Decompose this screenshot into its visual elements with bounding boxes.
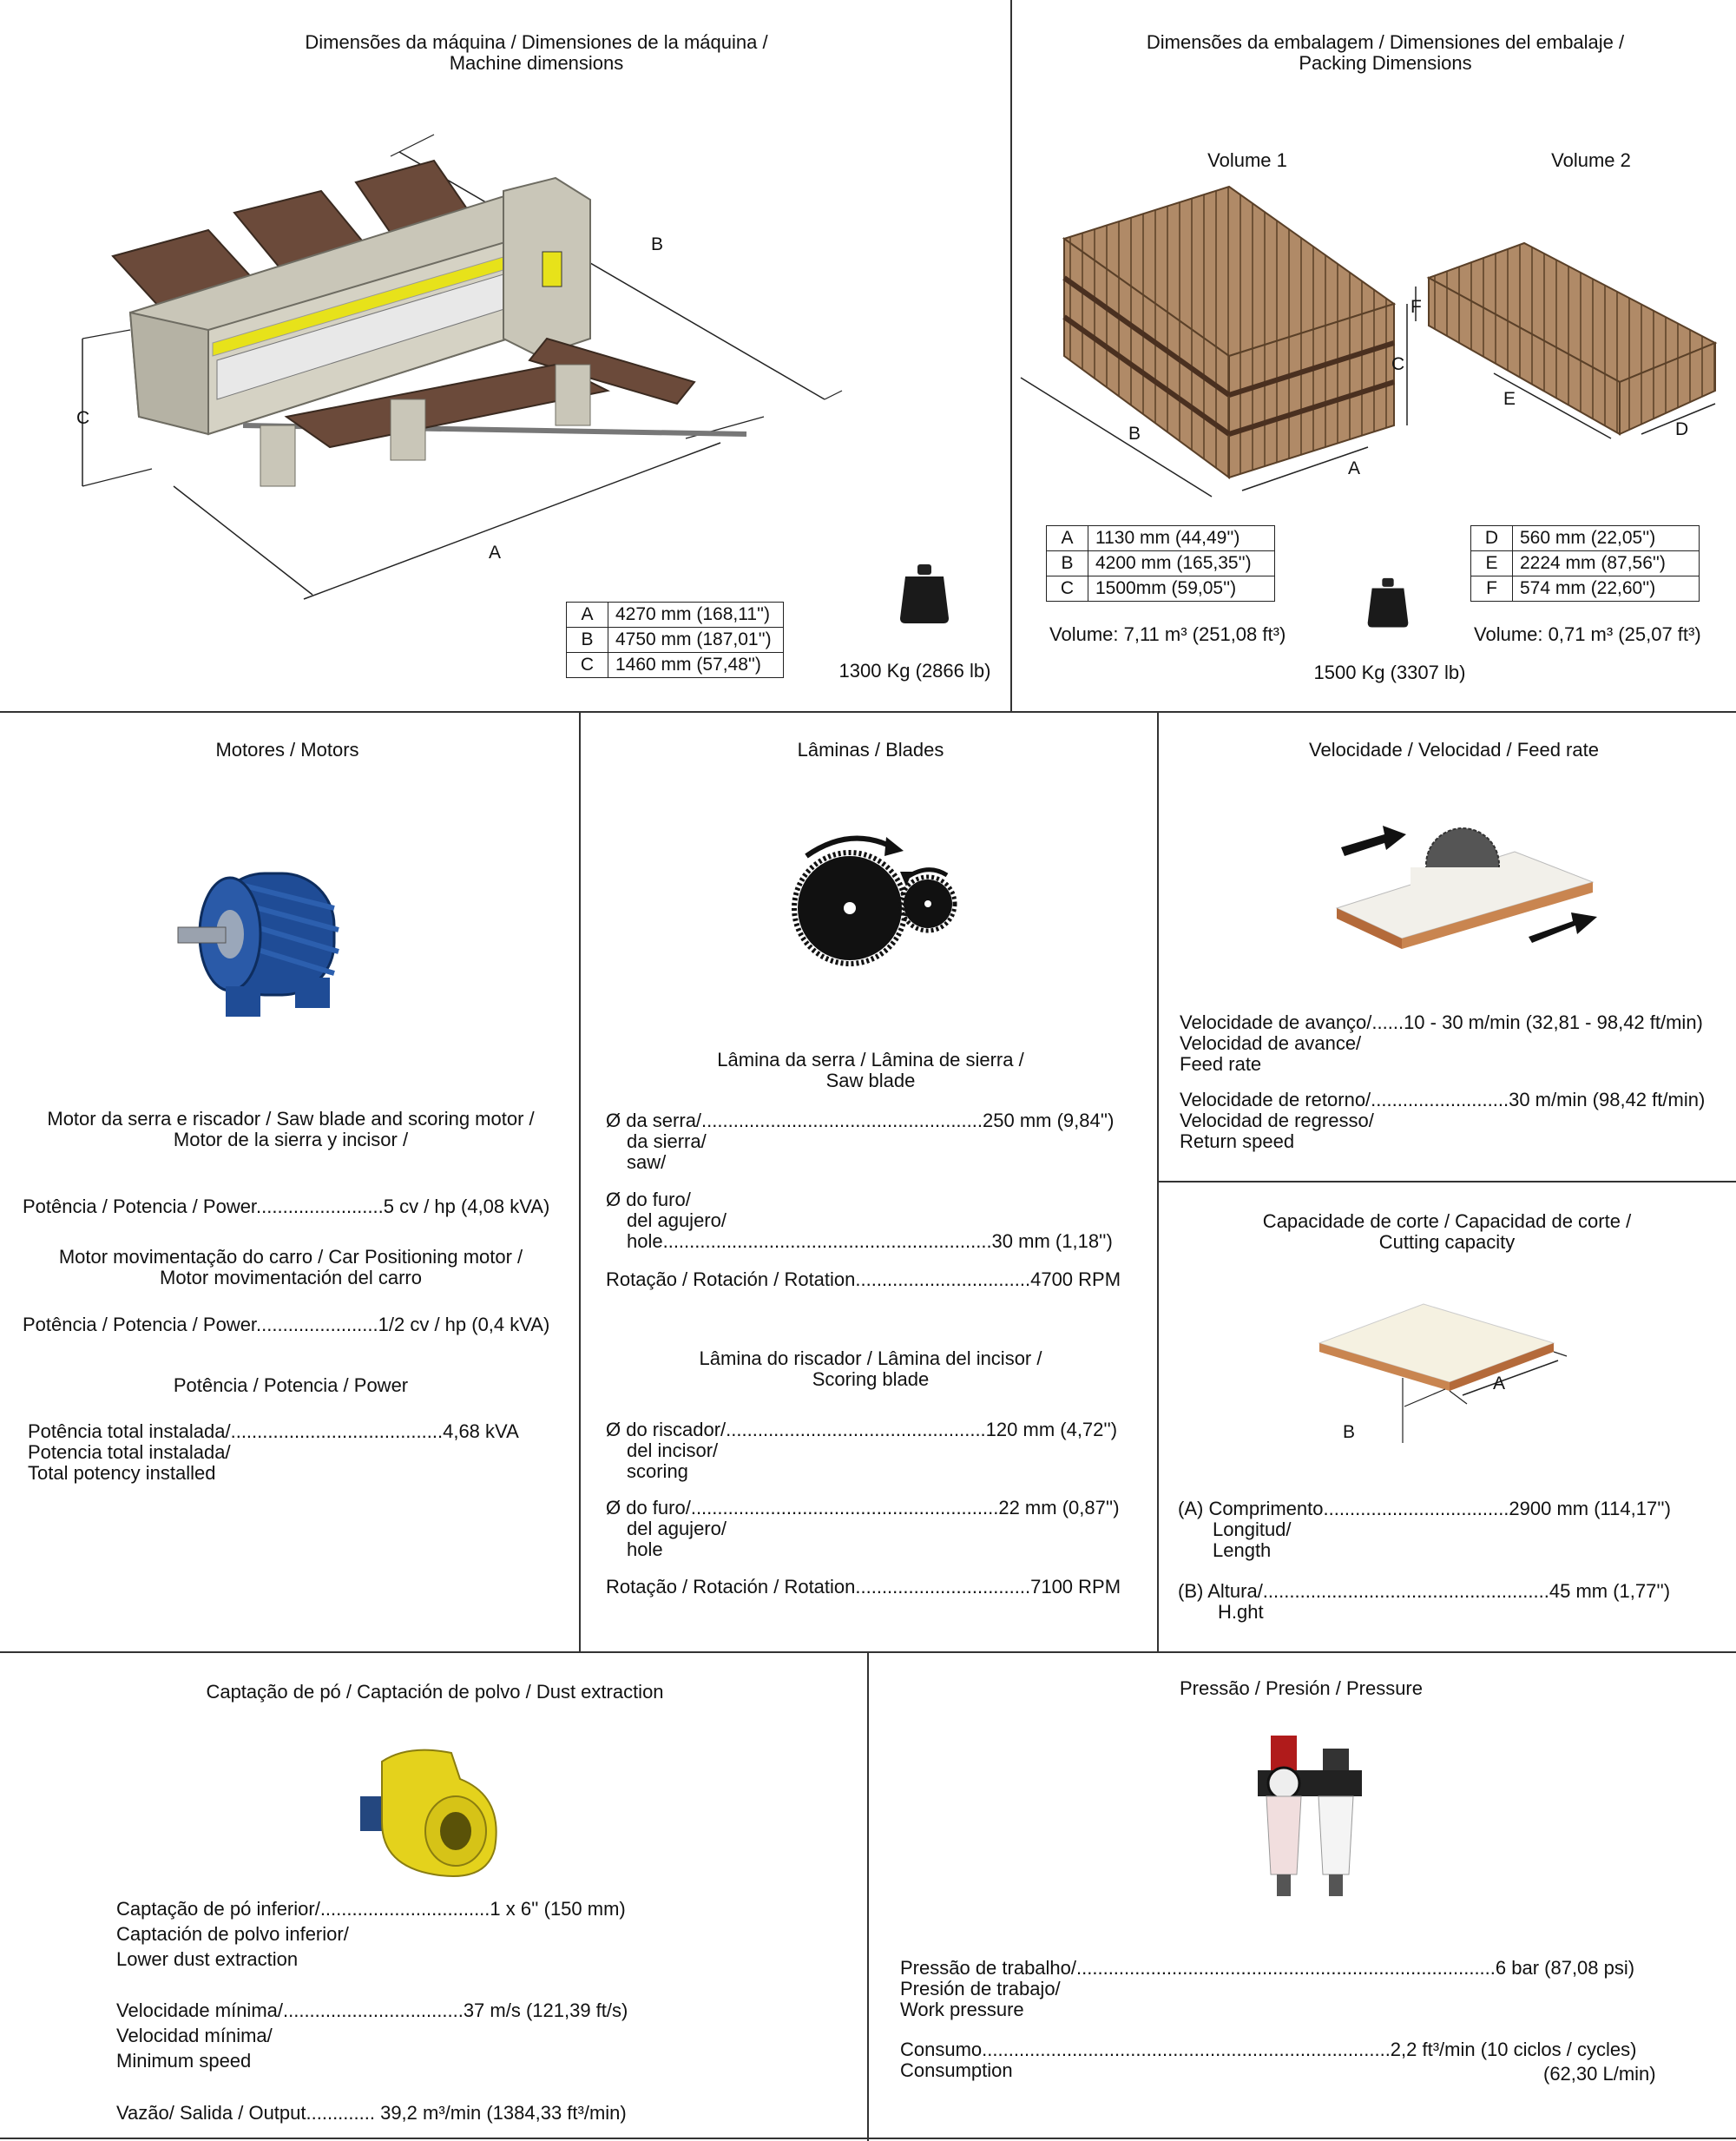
machine-dimensions-panel	[0, 0, 1010, 712]
work-pressure-line3: Work pressure	[900, 1999, 1024, 2020]
table-row: D 560 mm (22,05'')	[1471, 526, 1700, 551]
work-pressure-line2: Presión de trabajo/	[900, 1978, 1061, 1999]
crate1-label-a: A	[1348, 458, 1361, 478]
volume2-text: Volume: 0,71 m³ (25,07 ft³)	[1474, 623, 1701, 645]
weight-icon	[1366, 575, 1410, 632]
motors-title: Motores / Motors	[215, 739, 359, 761]
scoring-blade-title-line1: Lâmina do riscador / Lâmina del incisor /	[699, 1347, 1042, 1369]
speed-title: Velocidade / Velocidad / Feed rate	[1309, 739, 1599, 761]
return-speed-line1: Velocidade de retorno/..........................30 m/min (98,42 ft/min)	[1180, 1089, 1706, 1110]
consumption-line3: (62,30 L/min)	[1543, 2063, 1656, 2085]
saw-rotation: Rotação / Rotación / Rotation.................................4700 RPM	[606, 1268, 1121, 1290]
crate-volume2	[1411, 226, 1724, 417]
machine-label-a: A	[489, 543, 502, 563]
scoring-diameter-line1: Ø do riscador/.................................................120 mm (4,72'')	[606, 1419, 1118, 1440]
crate2-label-d: D	[1675, 419, 1689, 439]
cutting-length-line1: (A) Comprimento...................................2900 mm (114,17'')	[1178, 1498, 1671, 1519]
saw-blade-title-line2: Saw blade	[825, 1070, 916, 1091]
table-row: B 4200 mm (165,35'')	[1047, 551, 1275, 576]
dust-title: Captação de pó / Captación de polvo / Dust extraction	[206, 1681, 664, 1703]
work-pressure-line1: Pressão de trabalho/...............................................................................6 bar (87,08 psi)	[900, 1957, 1635, 1979]
packing-title-line2: Packing Dimensions	[1299, 52, 1472, 74]
crate2-label-e: E	[1503, 389, 1516, 409]
total-power-line3: Total potency installed	[28, 1462, 216, 1484]
dust-lower-line3: Lower dust extraction	[116, 1948, 299, 1970]
machine-dimensions-table	[566, 602, 784, 678]
machine-label-b: B	[651, 234, 664, 254]
motors-panel	[0, 713, 579, 1651]
table-row: F 574 mm (22,60'')	[1471, 576, 1700, 602]
feed-rate-line3: Feed rate	[1180, 1053, 1262, 1075]
scoring-blade-title-line2: Scoring blade	[812, 1368, 930, 1390]
packing-table-volume1	[1046, 525, 1275, 602]
cutting-title-line1: Capacidade de corte / Capacidad de corte /	[1262, 1210, 1632, 1232]
dust-speed-line3: Minimum speed	[116, 2050, 252, 2072]
cutting-height-line1: (B) Altura/......................................................45 mm (1,77'')	[1178, 1580, 1671, 1602]
scoring-hole-line2: del agujero/	[627, 1518, 727, 1539]
table-row: E 2224 mm (87,56'')	[1471, 551, 1700, 576]
car-motor-line1: Motor movimentação do carro / Car Positioning motor /	[58, 1246, 523, 1268]
divider-bottom	[0, 2138, 1736, 2139]
cutting-label-b: B	[1343, 1422, 1356, 1442]
saw-motor-power: Potência / Potencia / Power........................5 cv / hp (4,08 kVA)	[23, 1196, 550, 1217]
dust-extraction-panel	[0, 1653, 867, 2138]
dust-speed-line2: Velocidad mínima/	[116, 2025, 273, 2046]
scoring-diameter-line3: scoring	[627, 1460, 688, 1482]
table-row: C 1460 mm (57,48'')	[567, 653, 784, 678]
machine-weight: 1300 Kg (2866 lb)	[838, 660, 991, 682]
machine-title-line1: Dimensões da máquina / Dimensiones de la máquina /	[305, 31, 768, 53]
saw-diameter-line1: Ø da serra/.....................................................250 mm (9,84'')	[606, 1110, 1115, 1131]
table-row: C 1500mm (59,05'')	[1047, 576, 1275, 602]
feed-rate-icon	[1332, 800, 1610, 956]
volume1-label: Volume 1	[1207, 149, 1287, 171]
cutting-length-line3: Length	[1213, 1539, 1272, 1561]
total-power-line1: Potência total instalada/........................................4,68 kVA	[28, 1420, 519, 1442]
scoring-rotation: Rotação / Rotación / Rotation.................................7100 RPM	[606, 1576, 1121, 1598]
return-speed-line2: Velocidad de regresso/	[1180, 1110, 1374, 1131]
air-filter-regulator-icon	[1253, 1736, 1366, 1901]
scoring-diameter-line2: del incisor/	[627, 1439, 719, 1461]
feed-rate-line2: Velocidad de avance/	[1180, 1032, 1362, 1054]
volume1-text: Volume: 7,11 m³ (251,08 ft³)	[1049, 623, 1286, 645]
table-row: B 4750 mm (187,01'')	[567, 628, 784, 653]
return-speed-line3: Return speed	[1180, 1130, 1295, 1152]
feed-rate-line1: Velocidade de avanço/......10 - 30 m/min (32,81 - 98,42 ft/min)	[1180, 1011, 1703, 1033]
crate1-label-c: C	[1391, 354, 1405, 374]
saw-motor-line2: Motor de la sierra y incisor /	[173, 1129, 409, 1150]
packing-title-line1: Dimensões da embalagem / Dimensiones del embalaje /	[1146, 31, 1625, 53]
blades-panel	[581, 713, 1157, 1651]
cutting-title-line2: Cutting capacity	[1378, 1231, 1516, 1253]
machine-label-c: C	[76, 408, 90, 428]
packing-weight: 1500 Kg (3307 lb)	[1313, 662, 1466, 683]
consumption-line2: Consumption	[900, 2059, 1013, 2081]
packing-table-volume2	[1470, 525, 1700, 602]
cutting-capacity-panel	[1159, 1182, 1736, 1651]
dust-lower-line2: Captación de polvo inferior/	[116, 1923, 349, 1945]
dust-speed-line1: Velocidade mínima/..................................37 m/s (121,39 ft/s)	[116, 1999, 628, 2021]
dust-extractor-icon	[356, 1744, 503, 1883]
crate1-label-b: B	[1128, 424, 1141, 444]
cutting-height-line2: H.ght	[1218, 1601, 1264, 1623]
car-motor-power: Potência / Potencia / Power.......................1/2 cv / hp (0,4 kVA)	[23, 1314, 550, 1335]
car-motor-line2: Motor movimentación del carro	[159, 1267, 423, 1288]
saw-diameter-line2: da sierra/	[627, 1130, 707, 1152]
cutting-capacity-icon	[1319, 1295, 1580, 1443]
pressure-panel	[869, 1653, 1736, 2138]
saw-blades-icon	[789, 821, 963, 969]
machine-illustration	[69, 139, 937, 573]
weight-icon	[898, 564, 950, 625]
dust-lower-line1: Captação de pó inferior/................................1 x 6'' (150 mm)	[116, 1898, 626, 1920]
consumption-line1: Consumo.............................................................................2,2 ft³/min (10 ciclos / cycles)	[900, 2039, 1637, 2060]
saw-hole-line2: del agujero/	[627, 1209, 727, 1231]
table-row: A 4270 mm (168,11'')	[567, 603, 784, 628]
saw-hole-line3: hole..............................................................30 mm (1,18'')	[627, 1230, 1113, 1252]
machine-title-line2: Machine dimensions	[449, 52, 624, 74]
blades-title: Lâminas / Blades	[797, 739, 944, 761]
speed-panel	[1159, 713, 1736, 1181]
saw-diameter-line3: saw/	[627, 1151, 667, 1173]
electric-motor-icon	[178, 856, 369, 1030]
table-row: A 1130 mm (44,49'')	[1047, 526, 1275, 551]
crate2-label-f: F	[1410, 297, 1422, 317]
packing-dimensions-panel	[1012, 0, 1736, 712]
cutting-length-line2: Longitud/	[1213, 1518, 1292, 1540]
saw-blade-title-line1: Lâmina da serra / Lâmina de sierra /	[717, 1049, 1024, 1070]
scoring-hole-line3: hole	[627, 1538, 663, 1560]
power-title: Potência / Potencia / Power	[173, 1374, 409, 1396]
volume2-label: Volume 2	[1551, 149, 1631, 171]
pressure-title: Pressão / Presión / Pressure	[1179, 1677, 1424, 1699]
dust-output: Vazão/ Salida / Output............. 39,2 m³/min (1384,33 ft³/min)	[116, 2102, 627, 2124]
scoring-hole-line1: Ø do furo/..........................................................22 mm (0,87'')	[606, 1497, 1120, 1518]
saw-hole-line1: Ø do furo/	[606, 1189, 691, 1210]
cutting-label-a: A	[1493, 1374, 1506, 1393]
saw-motor-line1: Motor da serra e riscador / Saw blade and scoring motor /	[47, 1108, 535, 1130]
total-power-line2: Potencia total instalada/	[28, 1441, 231, 1463]
crate-volume1	[1047, 174, 1411, 495]
